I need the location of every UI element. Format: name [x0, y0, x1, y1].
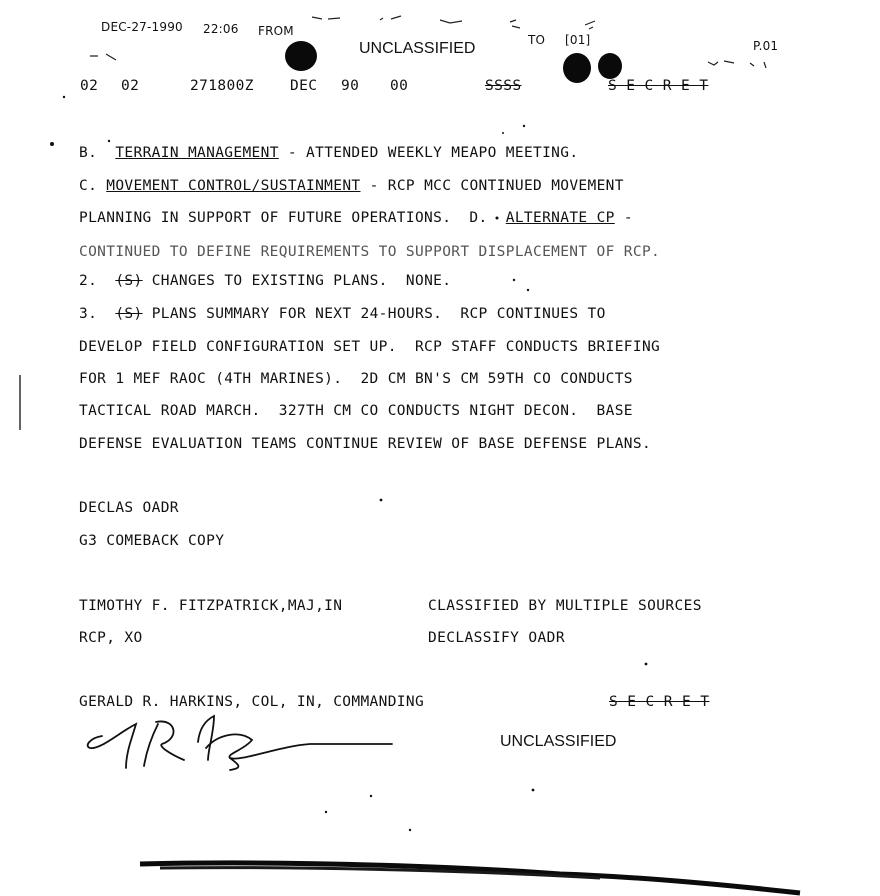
msg-field-6: 00 [390, 78, 409, 94]
footer-secret-struck: S E C R E T [609, 694, 710, 710]
fax-to-label: TO [528, 33, 546, 47]
msg-field-2: 02 [121, 78, 140, 94]
fax-date: DEC-27-1990 [101, 20, 183, 34]
paragraph-c-line-2-text: PLANNING IN SUPPORT OF FUTURE OPERATIONS. D. [79, 210, 488, 226]
paragraph-b-text: - ATTENDED WEEKLY MEAPO MEETING. [287, 145, 579, 161]
msg-marking-struck: SSSS [485, 78, 522, 94]
paragraph-b-prefix: B. [79, 145, 98, 161]
msg-field-1: 02 [80, 78, 99, 94]
copy-line: G3 COMEBACK COPY [79, 533, 225, 549]
paragraph-c-text: - RCP MCC CONTINUED MOVEMENT [369, 178, 624, 194]
paragraph-3-line-4: TACTICAL ROAD MARCH. 327TH CM CO CONDUCTS NIGHT DECON. BASE [79, 403, 633, 419]
paragraph-3-line-5: DEFENSE EVALUATION TEAMS CONTINUE REVIEW OF BASE DEFENSE PLANS. [79, 436, 652, 452]
paragraph-3-line-2: DEVELOP FIELD CONFIGURATION SET UP. RCP STAFF CONDUCTS BRIEFING [79, 339, 661, 355]
paragraph-c-title: MOVEMENT CONTROL/SUSTAINMENT [106, 178, 361, 194]
classification-top: UNCLASSIFIED [359, 40, 476, 57]
msg-year: 90 [341, 78, 360, 94]
fax-time: 22:06 [203, 22, 239, 36]
classified-by: CLASSIFIED BY MULTIPLE SOURCES [428, 598, 702, 614]
fax-page-number: P.01 [753, 39, 779, 53]
msg-secret-struck: S E C R E T [608, 78, 709, 94]
classification-bottom: UNCLASSIFIED [500, 733, 617, 750]
paragraph-d-title: ALTERNATE CP [505, 210, 615, 226]
signature [80, 712, 410, 782]
fax-from-label: FROM [258, 24, 294, 38]
author-name: TIMOTHY F. FITZPATRICK,MAJ,IN [79, 598, 343, 614]
author-unit: RCP, XO [79, 630, 143, 646]
paragraph-b-title: TERRAIN MANAGEMENT [115, 145, 279, 161]
paragraph-c-prefix: C. [79, 178, 98, 194]
paragraph-d-line: CONTINUED TO DEFINE REQUIREMENTS TO SUPPORT DISPLACEMENT OF RCP. [79, 244, 661, 260]
paragraph-2-text: CHANGES TO EXISTING PLANS. NONE. [151, 273, 452, 289]
msg-dtg: 271800Z [190, 78, 254, 94]
commander-line: GERALD R. HARKINS, COL, IN, COMMANDING [79, 694, 425, 710]
paragraph-3-line-3: FOR 1 MEF RAOC (4TH MARINES). 2D CM BN'S CM 59TH CO CONDUCTS [79, 371, 633, 387]
paragraph-2 [79, 273, 451, 289]
paragraph-d-dash: - [623, 210, 633, 226]
paragraph-3-class-struck: (S) [115, 306, 143, 322]
paragraph-2-class-struck: (S) [115, 273, 143, 289]
fax-to-code: [01] [565, 33, 591, 47]
msg-month: DEC [290, 78, 318, 94]
declas-line: DECLAS OADR [79, 500, 179, 516]
paragraph-3-text: PLANS SUMMARY FOR NEXT 24-HOURS. RCP CONTINUES TO [151, 306, 606, 322]
declassify-line: DECLASSIFY OADR [428, 630, 565, 646]
paragraph-c-line-2 [79, 210, 633, 226]
paragraph-b [79, 145, 578, 161]
paragraph-3-number: 3. [79, 306, 98, 322]
paragraph-c [79, 178, 624, 194]
paragraph-3 [79, 306, 606, 322]
paragraph-2-number: 2. [79, 273, 98, 289]
